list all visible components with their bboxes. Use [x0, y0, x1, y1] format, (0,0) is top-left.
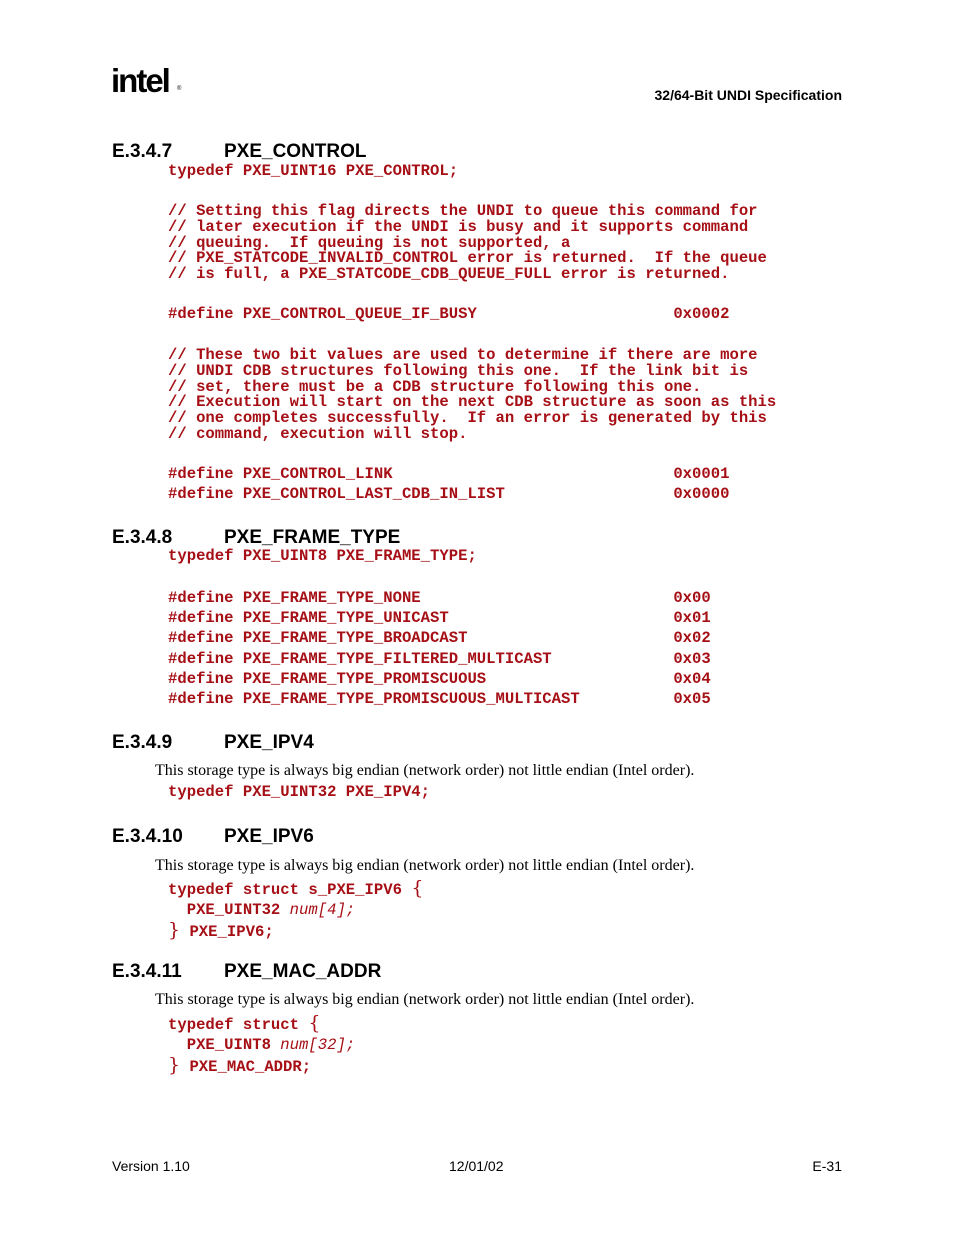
svg-text:®: ®	[177, 86, 182, 92]
paragraph-mac-addr: This storage type is always big endian (network order) not little endian (Intel order).	[155, 991, 695, 1008]
open-brace: {	[411, 877, 424, 899]
section-heading-pxe-ipv6	[112, 826, 314, 848]
section-name: PXE_IPV4	[224, 732, 314, 753]
open-brace: {	[308, 1012, 321, 1034]
section-heading-pxe-control	[112, 141, 367, 163]
code-typedef-ipv4: typedef PXE_UINT32 PXE_IPV4;	[168, 783, 431, 801]
code-field-type: PXE_UINT32	[168, 901, 290, 920]
code-line: typedef struct	[168, 1016, 309, 1034]
close-brace: }	[168, 1054, 181, 1077]
section-heading-pxe-frame-type	[112, 527, 400, 549]
paragraph-ipv4: This storage type is always big endian (network order) not little endian (Intel order).	[155, 762, 695, 779]
code-field-name: num[32];	[280, 1036, 356, 1055]
paragraph-ipv6: This storage type is always big endian (network order) not little endian (Intel order).	[155, 857, 695, 874]
footer-version: Version 1.10	[112, 1158, 190, 1174]
code-field-type: PXE_UINT8	[168, 1036, 281, 1055]
section-number: E.3.4.8	[112, 527, 173, 548]
intel-logo-text: intel	[111, 62, 169, 99]
code-line: PXE_MAC_ADDR;	[180, 1058, 312, 1077]
section-number: E.3.4.9	[112, 732, 173, 753]
code-typedef-control: typedef PXE_UINT16 PXE_CONTROL;	[168, 162, 459, 180]
code-comment-link: // These two bit values are used to determine if there are more // UNDI CDB structures following this one. If the link bit is // set, there must be a CDB structure following this one. // Execution will start on the next CDB structure as soon as this // one completes successfully. If an error is generated by this // command, execution will stop.	[168, 346, 777, 443]
code-define-frame-types: #define PXE_FRAME_TYPE_NONE 0x00 #define PXE_FRAME_TYPE_UNICAST 0x01 #define PXE_FRAME_TYPE_BROADCAST 0x02 #define PXE_FRAME_TYPE_FILTERED_MULTICAST 0x03 #define PXE_FRAME_TYPE_PROMISCUOUS 0x04 #define PXE_FRAME_TYPE_PROMISCUOUS_MULTICAST 0x05	[168, 589, 711, 709]
section-heading-pxe-ipv4	[112, 732, 314, 754]
document-title: 32/64-Bit UNDI Specification	[654, 87, 842, 103]
section-name: PXE_CONTROL	[224, 141, 367, 162]
footer-page-number: E-31	[812, 1158, 842, 1174]
section-number: E.3.4.10	[112, 826, 183, 847]
code-struct-ipv6	[168, 878, 423, 943]
code-define-queue-if-busy: #define PXE_CONTROL_QUEUE_IF_BUSY 0x0002	[168, 305, 730, 323]
close-brace: }	[168, 919, 181, 942]
code-define-link: #define PXE_CONTROL_LINK 0x0001 #define PXE_CONTROL_LAST_CDB_IN_LIST 0x0000	[168, 465, 730, 504]
code-field-name: num[4];	[289, 901, 356, 920]
intel-logo	[111, 60, 183, 104]
section-heading-pxe-mac-addr	[112, 961, 381, 983]
code-struct-mac-addr	[168, 1013, 355, 1078]
footer-date: 12/01/02	[449, 1158, 504, 1174]
code-typedef-frame-type: typedef PXE_UINT8 PXE_FRAME_TYPE;	[168, 547, 477, 565]
section-name: PXE_FRAME_TYPE	[224, 527, 401, 548]
section-number: E.3.4.7	[112, 141, 173, 162]
code-line: typedef struct s_PXE_IPV6	[168, 881, 412, 899]
section-number: E.3.4.11	[112, 961, 182, 982]
section-name: PXE_IPV6	[224, 826, 314, 847]
code-comment-queue: // Setting this flag directs the UNDI to queue this command for // later execution if the UNDI is busy and it supports command // queuing. If queuing is not supported, a // PXE_STATCODE_INVALID_CONTROL error is returned. If the queue // is full, a PXE_STATCODE_CDB_QUEUE_FULL error is returned.	[168, 202, 767, 284]
code-line: PXE_IPV6;	[180, 923, 274, 942]
section-name: PXE_MAC_ADDR	[224, 961, 382, 982]
